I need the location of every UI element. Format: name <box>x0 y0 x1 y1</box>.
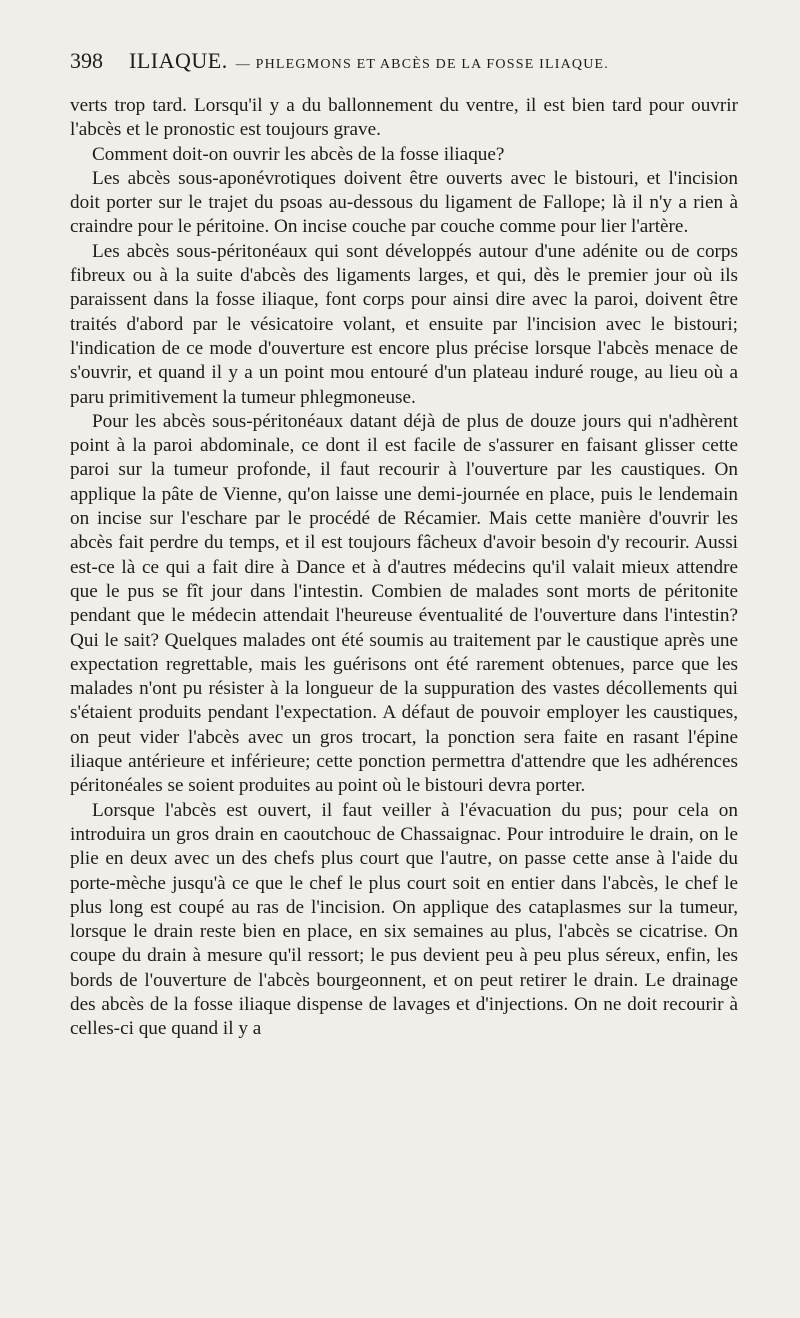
running-subtitle: — PHLEGMONS ET ABCÈS DE LA FOSSE ILIAQUE. <box>235 57 610 72</box>
paragraph: Les abcès sous-aponévrotiques doivent être ouverts avec le bistouri, et l'incision doit porter sur le trajet du psoas au-dessous du ligament de Fallope; là il n'y a rien à craindre pour le péritoine. On incise couche par couche comme pour lier l'artère. <box>70 167 738 238</box>
page-number: 398 <box>70 48 103 73</box>
body-text <box>70 94 738 1042</box>
paragraph: Pour les abcès sous-péritonéaux datant déjà de plus de douze jours qui n'adhèrent point à la paroi abdominale, ce dont il est facile de s'assurer en faisant glisser cette paroi sur la tumeur profonde, il faut recourir à l'ouverture par les caustiques. On applique la pâte de Vienne, qu'on laisse une demi-journée en place, puis le lendemain on incise sur l'eschare par le procédé de Récamier. Mais cette manière d'ouvrir les abcès fait perdre du temps, et il est toujours fâcheux d'avoir besoin d'y recourir. Aussi est-ce là ce qui a fait dire à Dance et à d'autres médecins qu'il valait mieux attendre que le pus se fît jour dans l'intestin. Combien de malades sont morts de péritonite pendant que le médecin attendait l'heureuse éventualité de l'ouverture dans l'intestin? Qui le sait? Quelques malades ont été soumis au traitement par le caustique après une expectation regrettable, mais les guérisons ont été rarement obtenues, parce que les malades n'ont pu résister à la longueur de la suppuration des vastes décollements qui s'étaient produits pendant l'expectation. A défaut de pouvoir employer les caustiques, on peut vider l'abcès avec un gros trocart, la ponction sera faite en rasant l'épine iliaque antérieure et inférieure; cette ponction permettra d'attendre que les adhérences péritonéales se soient produites au point où le bistouri devra porter. <box>70 410 738 797</box>
paragraph: verts trop tard. Lorsqu'il y a du ballonnement du ventre, il est bien tard pour ouvrir l'abcès et le pronostic est toujours grave. <box>70 95 738 141</box>
running-title: ILIAQUE. <box>129 48 228 73</box>
paragraph: Comment doit-on ouvrir les abcès de la fosse iliaque? <box>92 143 505 165</box>
paragraph: Les abcès sous-péritonéaux qui sont développés autour d'une adénite ou de corps fibreux ou à la suite d'abcès des ligaments larges, et qui, dès le premier jour où ils paraissent dans la fosse iliaque, font corps pour ainsi dire avec la paroi, doivent être traités d'abord par le vésicatoire volant, et ensuite par l'incision avec le bistouri; l'indication de ce mode d'ouverture est encore plus précise lorsque l'abcès menace de s'ouvrir, et quand il y a un point mou entouré d'un plateau induré rouge, au lieu où a paru primitivement la tumeur phlegmoneuse. <box>70 240 738 408</box>
running-header <box>70 48 738 94</box>
paragraph: Lorsque l'abcès est ouvert, il faut veiller à l'évacuation du pus; pour cela on introduira un gros drain en caoutchouc de Chassaignac. Pour introduire le drain, on le plie en deux avec un des chefs plus court que l'autre, on passe cette anse à l'aide du porte-mèche jusqu'à ce que le chef le plus court soit en entier dans l'abcès, le chef le plus long est coupé au ras de l'incision. On applique des cataplasmes sur la tumeur, lorsque le drain reste bien en place, en six semaines au plus, l'abcès se cicatrise. On coupe du drain à mesure qu'il ressort; le pus devient peu à peu plus séreux, enfin, les bords de l'ouverture de l'abcès bourgeonnent, et on peut retirer le drain. Le drainage des abcès de la fosse iliaque dispense de lavages et d'injections. On ne doit recourir à celles-ci que quand il y a <box>70 799 738 1040</box>
